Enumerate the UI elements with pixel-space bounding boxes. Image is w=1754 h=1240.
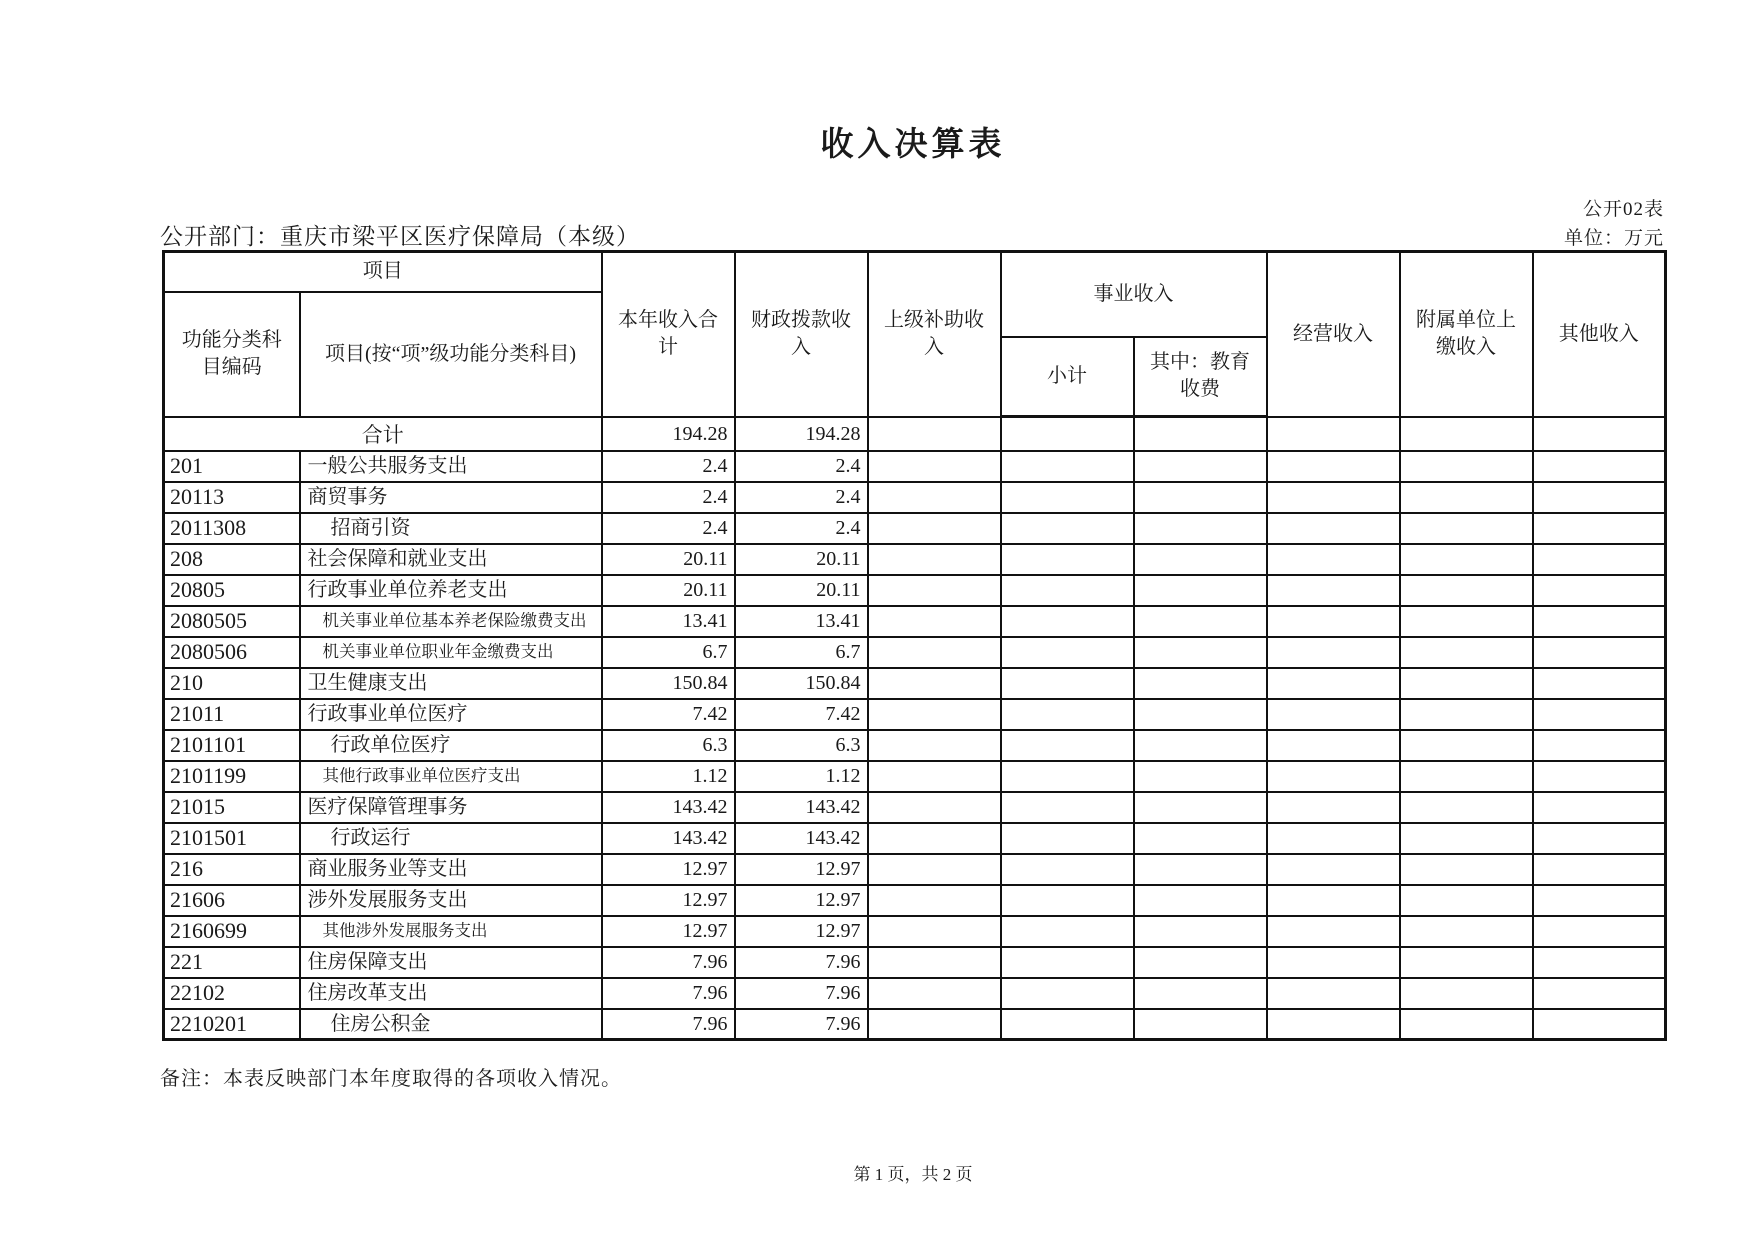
row-empty-cell [868,885,1001,916]
income-table [162,250,1667,1041]
row-code-cell: 2101101 [164,730,300,761]
row-empty-cell [1533,1009,1666,1040]
row-empty-cell [1001,451,1134,482]
row-empty-cell [1134,978,1267,1009]
table-row [164,513,1666,544]
row-fiscal-cell: 2.4 [735,513,868,544]
row-name-cell: 行政单位医疗 [300,730,602,761]
row-empty-cell [1400,575,1533,606]
row-fiscal-cell: 12.97 [735,885,868,916]
row-empty-cell [1267,730,1400,761]
row-empty-cell [1267,947,1400,978]
row-empty-cell [1267,792,1400,823]
row-empty-cell [1400,885,1533,916]
row-fiscal-cell: 12.97 [735,854,868,885]
row-year-total-cell: 20.11 [602,544,735,575]
row-empty-cell [868,575,1001,606]
row-empty-cell [1400,482,1533,513]
row-code-cell: 2011308 [164,513,300,544]
row-year-total-cell: 6.7 [602,637,735,668]
total-empty-cell [1400,417,1533,451]
row-code-cell: 2101199 [164,761,300,792]
row-name-cell: 住房保障支出 [300,947,602,978]
header-fiscal-appropriation: 财政拨款收入 [735,252,868,417]
row-fiscal-cell: 13.41 [735,606,868,637]
row-year-total-cell: 12.97 [602,916,735,947]
header-education-fees: 其中：教育收费 [1134,337,1267,417]
total-empty-cell [1134,417,1267,451]
row-empty-cell [1400,513,1533,544]
form-code-label: 公开02表 [1582,199,1664,220]
row-empty-cell [1134,482,1267,513]
row-year-total-cell: 2.4 [602,451,735,482]
header-business-income-group: 事业收入 [1001,252,1267,337]
row-empty-cell [1533,451,1666,482]
row-empty-cell [1001,544,1134,575]
row-empty-cell [868,606,1001,637]
row-code-cell: 2080506 [164,637,300,668]
row-empty-cell [1533,513,1666,544]
table-row [164,575,1666,606]
row-code-cell: 210 [164,668,300,699]
row-name-cell: 行政事业单位医疗 [300,699,602,730]
row-empty-cell [1533,947,1666,978]
row-empty-cell [1001,854,1134,885]
row-empty-cell [1267,482,1400,513]
row-year-total-cell: 13.41 [602,606,735,637]
row-empty-cell [1134,854,1267,885]
table-row [164,637,1666,668]
row-year-total-cell: 20.11 [602,575,735,606]
row-empty-cell [1267,606,1400,637]
header-business-subtotal: 小计 [1001,337,1134,417]
row-fiscal-cell: 7.96 [735,1009,868,1040]
row-empty-cell [1134,699,1267,730]
row-empty-cell [1267,544,1400,575]
row-empty-cell [1001,885,1134,916]
row-code-cell: 22102 [164,978,300,1009]
row-empty-cell [868,1009,1001,1040]
row-code-cell: 216 [164,854,300,885]
row-empty-cell [1134,885,1267,916]
row-empty-cell [1267,761,1400,792]
row-empty-cell [1267,916,1400,947]
row-empty-cell [1533,978,1666,1009]
row-empty-cell [1134,513,1267,544]
row-name-cell: 商业服务业等支出 [300,854,602,885]
row-empty-cell [1001,792,1134,823]
page-title: 收入决算表 [820,127,1006,163]
row-empty-cell [1267,451,1400,482]
row-empty-cell [1001,1009,1134,1040]
row-empty-cell [868,761,1001,792]
total-year-total-cell: 194.28 [602,417,735,451]
row-empty-cell [868,668,1001,699]
header-superior-subsidy: 上级补助收入 [868,252,1001,417]
row-year-total-cell: 2.4 [602,513,735,544]
row-empty-cell [1001,637,1134,668]
table-row [164,699,1666,730]
row-empty-cell [1267,885,1400,916]
row-empty-cell [1400,978,1533,1009]
row-empty-cell [1400,1009,1533,1040]
row-name-cell: 住房公积金 [300,1009,602,1040]
row-name-cell: 社会保障和就业支出 [300,544,602,575]
row-fiscal-cell: 6.7 [735,637,868,668]
row-year-total-cell: 2.4 [602,482,735,513]
row-fiscal-cell: 150.84 [735,668,868,699]
row-empty-cell [1134,916,1267,947]
row-fiscal-cell: 12.97 [735,916,868,947]
total-empty-cell [1001,417,1134,451]
row-fiscal-cell: 143.42 [735,823,868,854]
row-code-cell: 221 [164,947,300,978]
row-empty-cell [868,513,1001,544]
row-empty-cell [1134,761,1267,792]
total-row [164,417,1666,451]
row-fiscal-cell: 20.11 [735,544,868,575]
row-code-cell: 21015 [164,792,300,823]
row-empty-cell [1400,544,1533,575]
row-empty-cell [1400,668,1533,699]
row-name-cell: 卫生健康支出 [300,668,602,699]
row-empty-cell [1533,916,1666,947]
row-empty-cell [1001,761,1134,792]
row-year-total-cell: 1.12 [602,761,735,792]
row-year-total-cell: 7.42 [602,699,735,730]
row-code-cell: 21606 [164,885,300,916]
department-line: 公开部门：重庆市梁平区医疗保障局（本级） [160,224,640,249]
row-empty-cell [1001,482,1134,513]
table-row [164,606,1666,637]
row-fiscal-cell: 7.96 [735,978,868,1009]
row-empty-cell [1267,823,1400,854]
row-code-cell: 2210201 [164,1009,300,1040]
row-code-cell: 208 [164,544,300,575]
row-empty-cell [1533,730,1666,761]
row-empty-cell [868,916,1001,947]
table-row [164,761,1666,792]
row-empty-cell [1400,451,1533,482]
row-fiscal-cell: 20.11 [735,575,868,606]
row-empty-cell [1533,823,1666,854]
row-empty-cell [1400,699,1533,730]
row-empty-cell [868,730,1001,761]
row-empty-cell [1134,730,1267,761]
row-empty-cell [1134,823,1267,854]
row-empty-cell [1267,854,1400,885]
row-fiscal-cell: 7.42 [735,699,868,730]
row-empty-cell [868,978,1001,1009]
total-empty-cell [1533,417,1666,451]
row-empty-cell [1001,575,1134,606]
header-project-item: 项目(按“项”级功能分类科目) [300,292,602,417]
income-table-body [164,417,1666,1040]
row-empty-cell [1400,761,1533,792]
row-empty-cell [1400,606,1533,637]
row-code-cell: 2080505 [164,606,300,637]
row-fiscal-cell: 2.4 [735,482,868,513]
row-name-cell: 招商引资 [300,513,602,544]
row-name-cell: 其他行政事业单位医疗支出 [300,761,602,792]
row-empty-cell [1134,606,1267,637]
row-fiscal-cell: 7.96 [735,947,868,978]
row-empty-cell [1533,761,1666,792]
row-code-cell: 2101501 [164,823,300,854]
row-name-cell: 行政事业单位养老支出 [300,575,602,606]
row-empty-cell [1267,1009,1400,1040]
row-empty-cell [1001,730,1134,761]
row-empty-cell [1400,854,1533,885]
row-year-total-cell: 7.96 [602,1009,735,1040]
table-row [164,482,1666,513]
row-empty-cell [1533,792,1666,823]
header-year-total: 本年收入合计 [602,252,735,417]
row-empty-cell [1001,947,1134,978]
row-empty-cell [868,544,1001,575]
table-row [164,947,1666,978]
row-year-total-cell: 7.96 [602,978,735,1009]
row-name-cell: 行政运行 [300,823,602,854]
row-empty-cell [1533,637,1666,668]
table-row [164,451,1666,482]
table-row [164,730,1666,761]
row-empty-cell [868,699,1001,730]
table-row [164,1009,1666,1040]
total-row-label: 合计 [164,417,602,451]
row-empty-cell [1533,544,1666,575]
row-empty-cell [1400,730,1533,761]
row-empty-cell [1134,668,1267,699]
total-empty-cell [868,417,1001,451]
table-row [164,885,1666,916]
row-fiscal-cell: 1.12 [735,761,868,792]
row-name-cell: 机关事业单位职业年金缴费支出 [300,637,602,668]
row-year-total-cell: 12.97 [602,885,735,916]
row-empty-cell [1134,544,1267,575]
row-name-cell: 商贸事务 [300,482,602,513]
row-fiscal-cell: 6.3 [735,730,868,761]
row-empty-cell [1267,699,1400,730]
row-empty-cell [1001,513,1134,544]
row-name-cell: 住房改革支出 [300,978,602,1009]
row-empty-cell [1267,513,1400,544]
row-empty-cell [868,854,1001,885]
row-code-cell: 20805 [164,575,300,606]
table-row [164,544,1666,575]
row-empty-cell [1533,575,1666,606]
row-empty-cell [868,637,1001,668]
row-empty-cell [1400,947,1533,978]
total-fiscal-cell: 194.28 [735,417,868,451]
row-year-total-cell: 7.96 [602,947,735,978]
row-empty-cell [1533,606,1666,637]
header-project-group: 项目 [164,252,602,292]
row-empty-cell [1001,668,1134,699]
row-name-cell: 其他涉外发展服务支出 [300,916,602,947]
row-empty-cell [1267,978,1400,1009]
row-year-total-cell: 150.84 [602,668,735,699]
row-code-cell: 201 [164,451,300,482]
row-empty-cell [868,947,1001,978]
unit-label: 单位：万元 [1563,228,1664,249]
table-row [164,978,1666,1009]
row-name-cell: 涉外发展服务支出 [300,885,602,916]
row-empty-cell [1134,451,1267,482]
row-empty-cell [1533,482,1666,513]
row-empty-cell [1400,792,1533,823]
note-line: 备注：本表反映部门本年度取得的各项收入情况。 [160,1068,622,1090]
header-func-code: 功能分类科目编码 [164,292,300,417]
row-empty-cell [1267,668,1400,699]
row-year-total-cell: 12.97 [602,854,735,885]
row-empty-cell [1533,699,1666,730]
row-empty-cell [1001,916,1134,947]
row-empty-cell [1134,637,1267,668]
row-year-total-cell: 143.42 [602,823,735,854]
header-affiliated-income: 附属单位上缴收入 [1400,252,1533,417]
row-name-cell: 机关事业单位基本养老保险缴费支出 [300,606,602,637]
row-year-total-cell: 6.3 [602,730,735,761]
row-code-cell: 20113 [164,482,300,513]
table-row [164,668,1666,699]
table-row [164,854,1666,885]
row-fiscal-cell: 2.4 [735,451,868,482]
row-empty-cell [1267,575,1400,606]
row-fiscal-cell: 143.42 [735,792,868,823]
row-empty-cell [1134,792,1267,823]
row-empty-cell [1134,575,1267,606]
row-empty-cell [868,823,1001,854]
row-empty-cell [868,451,1001,482]
row-empty-cell [1134,947,1267,978]
row-empty-cell [1400,823,1533,854]
row-empty-cell [1134,1009,1267,1040]
row-name-cell: 一般公共服务支出 [300,451,602,482]
row-empty-cell [1267,637,1400,668]
table-row [164,823,1666,854]
row-empty-cell [868,792,1001,823]
row-empty-cell [1001,978,1134,1009]
row-empty-cell [1400,637,1533,668]
row-empty-cell [1001,699,1134,730]
row-empty-cell [1533,854,1666,885]
row-empty-cell [868,482,1001,513]
row-code-cell: 2160699 [164,916,300,947]
row-code-cell: 21011 [164,699,300,730]
row-empty-cell [1001,606,1134,637]
row-empty-cell [1533,668,1666,699]
page-indicator: 第 1 页，共 2 页 [853,1165,973,1184]
row-name-cell: 医疗保障管理事务 [300,792,602,823]
row-empty-cell [1400,916,1533,947]
header-operating-income: 经营收入 [1267,252,1400,417]
table-row [164,916,1666,947]
row-empty-cell [1001,823,1134,854]
header-other-income: 其他收入 [1533,252,1666,417]
row-empty-cell [1533,885,1666,916]
row-year-total-cell: 143.42 [602,792,735,823]
total-empty-cell [1267,417,1400,451]
table-row [164,792,1666,823]
